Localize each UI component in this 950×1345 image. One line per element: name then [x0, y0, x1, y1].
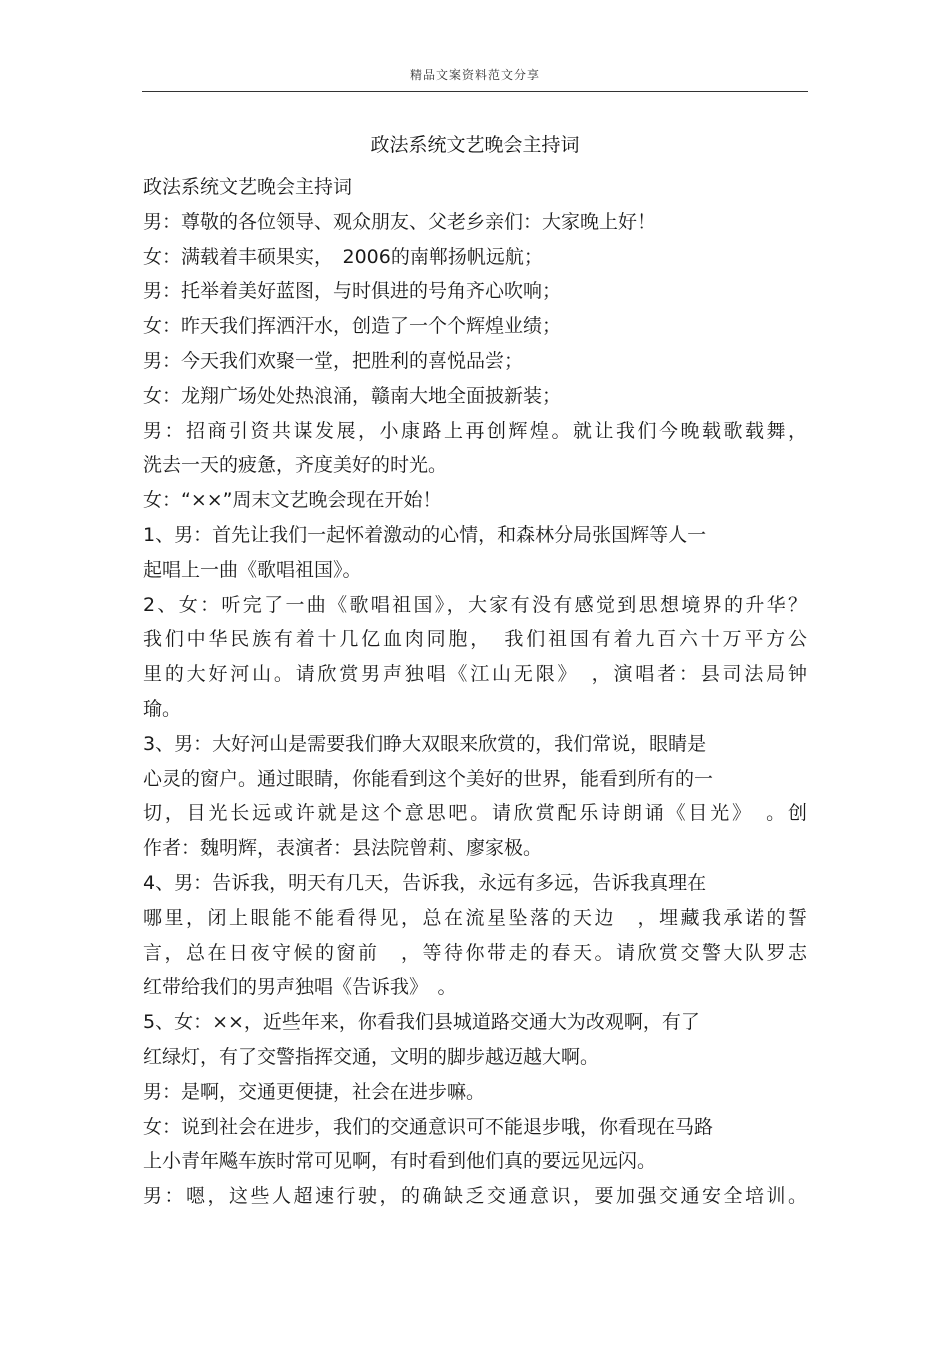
text-line: 女：说到社会在进步，我们的交通意识可不能退步哦，你看现在马路 — [143, 1115, 714, 1138]
page-header: 精品文案资料范文分享 — [409, 68, 540, 82]
text-line: 哪里，闭上眼能不能看得见，总在流星坠落的天边 ，埋藏我承诺的誓 — [143, 906, 807, 929]
text-line: 5、女：××，近些年来，你看我们县城道路交通大为改观啊，有了 — [143, 1011, 700, 1034]
text-line: 女：满载着丰硕果实， 2006的南郸扬帆远航； — [143, 245, 543, 268]
text-line: 男：嗯，这些人超速行驶，的确缺乏交通意识，要加强交通安全培训。 — [143, 1185, 807, 1208]
text-line: 男：是啊，交通更便捷，社会在进步嘛。 — [143, 1080, 486, 1103]
text-line: 2、女：听完了一曲《歌唱祖国》，大家有没有感觉到思想境界的升华？ — [143, 593, 807, 616]
text-line: 上小青年飚车族时常可见啊，有时看到他们真的要远见远闪。 — [143, 1150, 657, 1173]
header-divider — [142, 91, 808, 92]
text-line: 男：尊敬的各位领导、观众朋友、父老乡亲们：大家晚上好！ — [143, 210, 657, 233]
text-line: 我们中华民族有着十几亿血肉同胞， 我们祖国有着九百六十万平方公 — [143, 628, 807, 651]
text-line: 4、男：告诉我，明天有几天，告诉我，永远有多远，告诉我真理在 — [143, 871, 707, 894]
text-line: 政法系统文艺晚会主持词 — [143, 176, 353, 198]
text-line: 男：今天我们欢聚一堂，把胜利的喜悦品尝； — [143, 349, 524, 372]
text-line: 红绿灯，有了交警指挥交通，文明的脚步越迈越大啊。 — [143, 1045, 600, 1068]
document-body — [143, 174, 807, 1218]
text-line: 起唱上一曲《歌唱祖国》。 — [143, 558, 362, 581]
text-line: 心灵的窗户。通过眼睛，你能看到这个美好的世界，能看到所有的一 — [143, 767, 714, 790]
text-line: 洗去一天的疲惫，齐度美好的时光。 — [143, 454, 448, 477]
text-line: 1、男：首先让我们一起怀着激动的心情，和森林分局张国辉等人一 — [143, 523, 707, 546]
text-line: 红带给我们的男声独唱《告诉我》 。 — [143, 976, 457, 999]
text-line: 瑜。 — [143, 697, 182, 720]
text-line: 言，总在日夜守候的窗前 ，等待你带走的春天。请欣赏交警大队罗志 — [143, 941, 807, 964]
text-line: 女：龙翔广场处处热浪涌，赣南大地全面披新装； — [143, 384, 562, 407]
text-line: 女：昨天我们挥洒汗水，创造了一个个辉煌业绩； — [143, 315, 562, 338]
text-line: 男：招商引资共谋发展，小康路上再创辉煌。就让我们今晚载歌载舞， — [143, 419, 807, 442]
text-line: 里的大好河山。请欣赏男声独唱《江山无限》 ，演唱者：县司法局钟 — [143, 663, 807, 686]
text-line: 3、男：大好河山是需要我们睁大双眼来欣赏的，我们常说，眼睛是 — [143, 732, 707, 755]
text-line: 作者：魏明辉，表演者：县法院曾莉、廖家极。 — [143, 837, 543, 860]
document-title: 政法系统文艺晚会主持词 — [370, 134, 580, 156]
text-line: 男：托举着美好蓝图，与时俱进的号角齐心吹响； — [143, 280, 562, 303]
text-line: 女：“××”周末文艺晚会现在开始！ — [143, 489, 442, 512]
text-line: 切，目光长远或许就是这个意思吧。请欣赏配乐诗朗诵《目光》 。创 — [143, 802, 807, 825]
